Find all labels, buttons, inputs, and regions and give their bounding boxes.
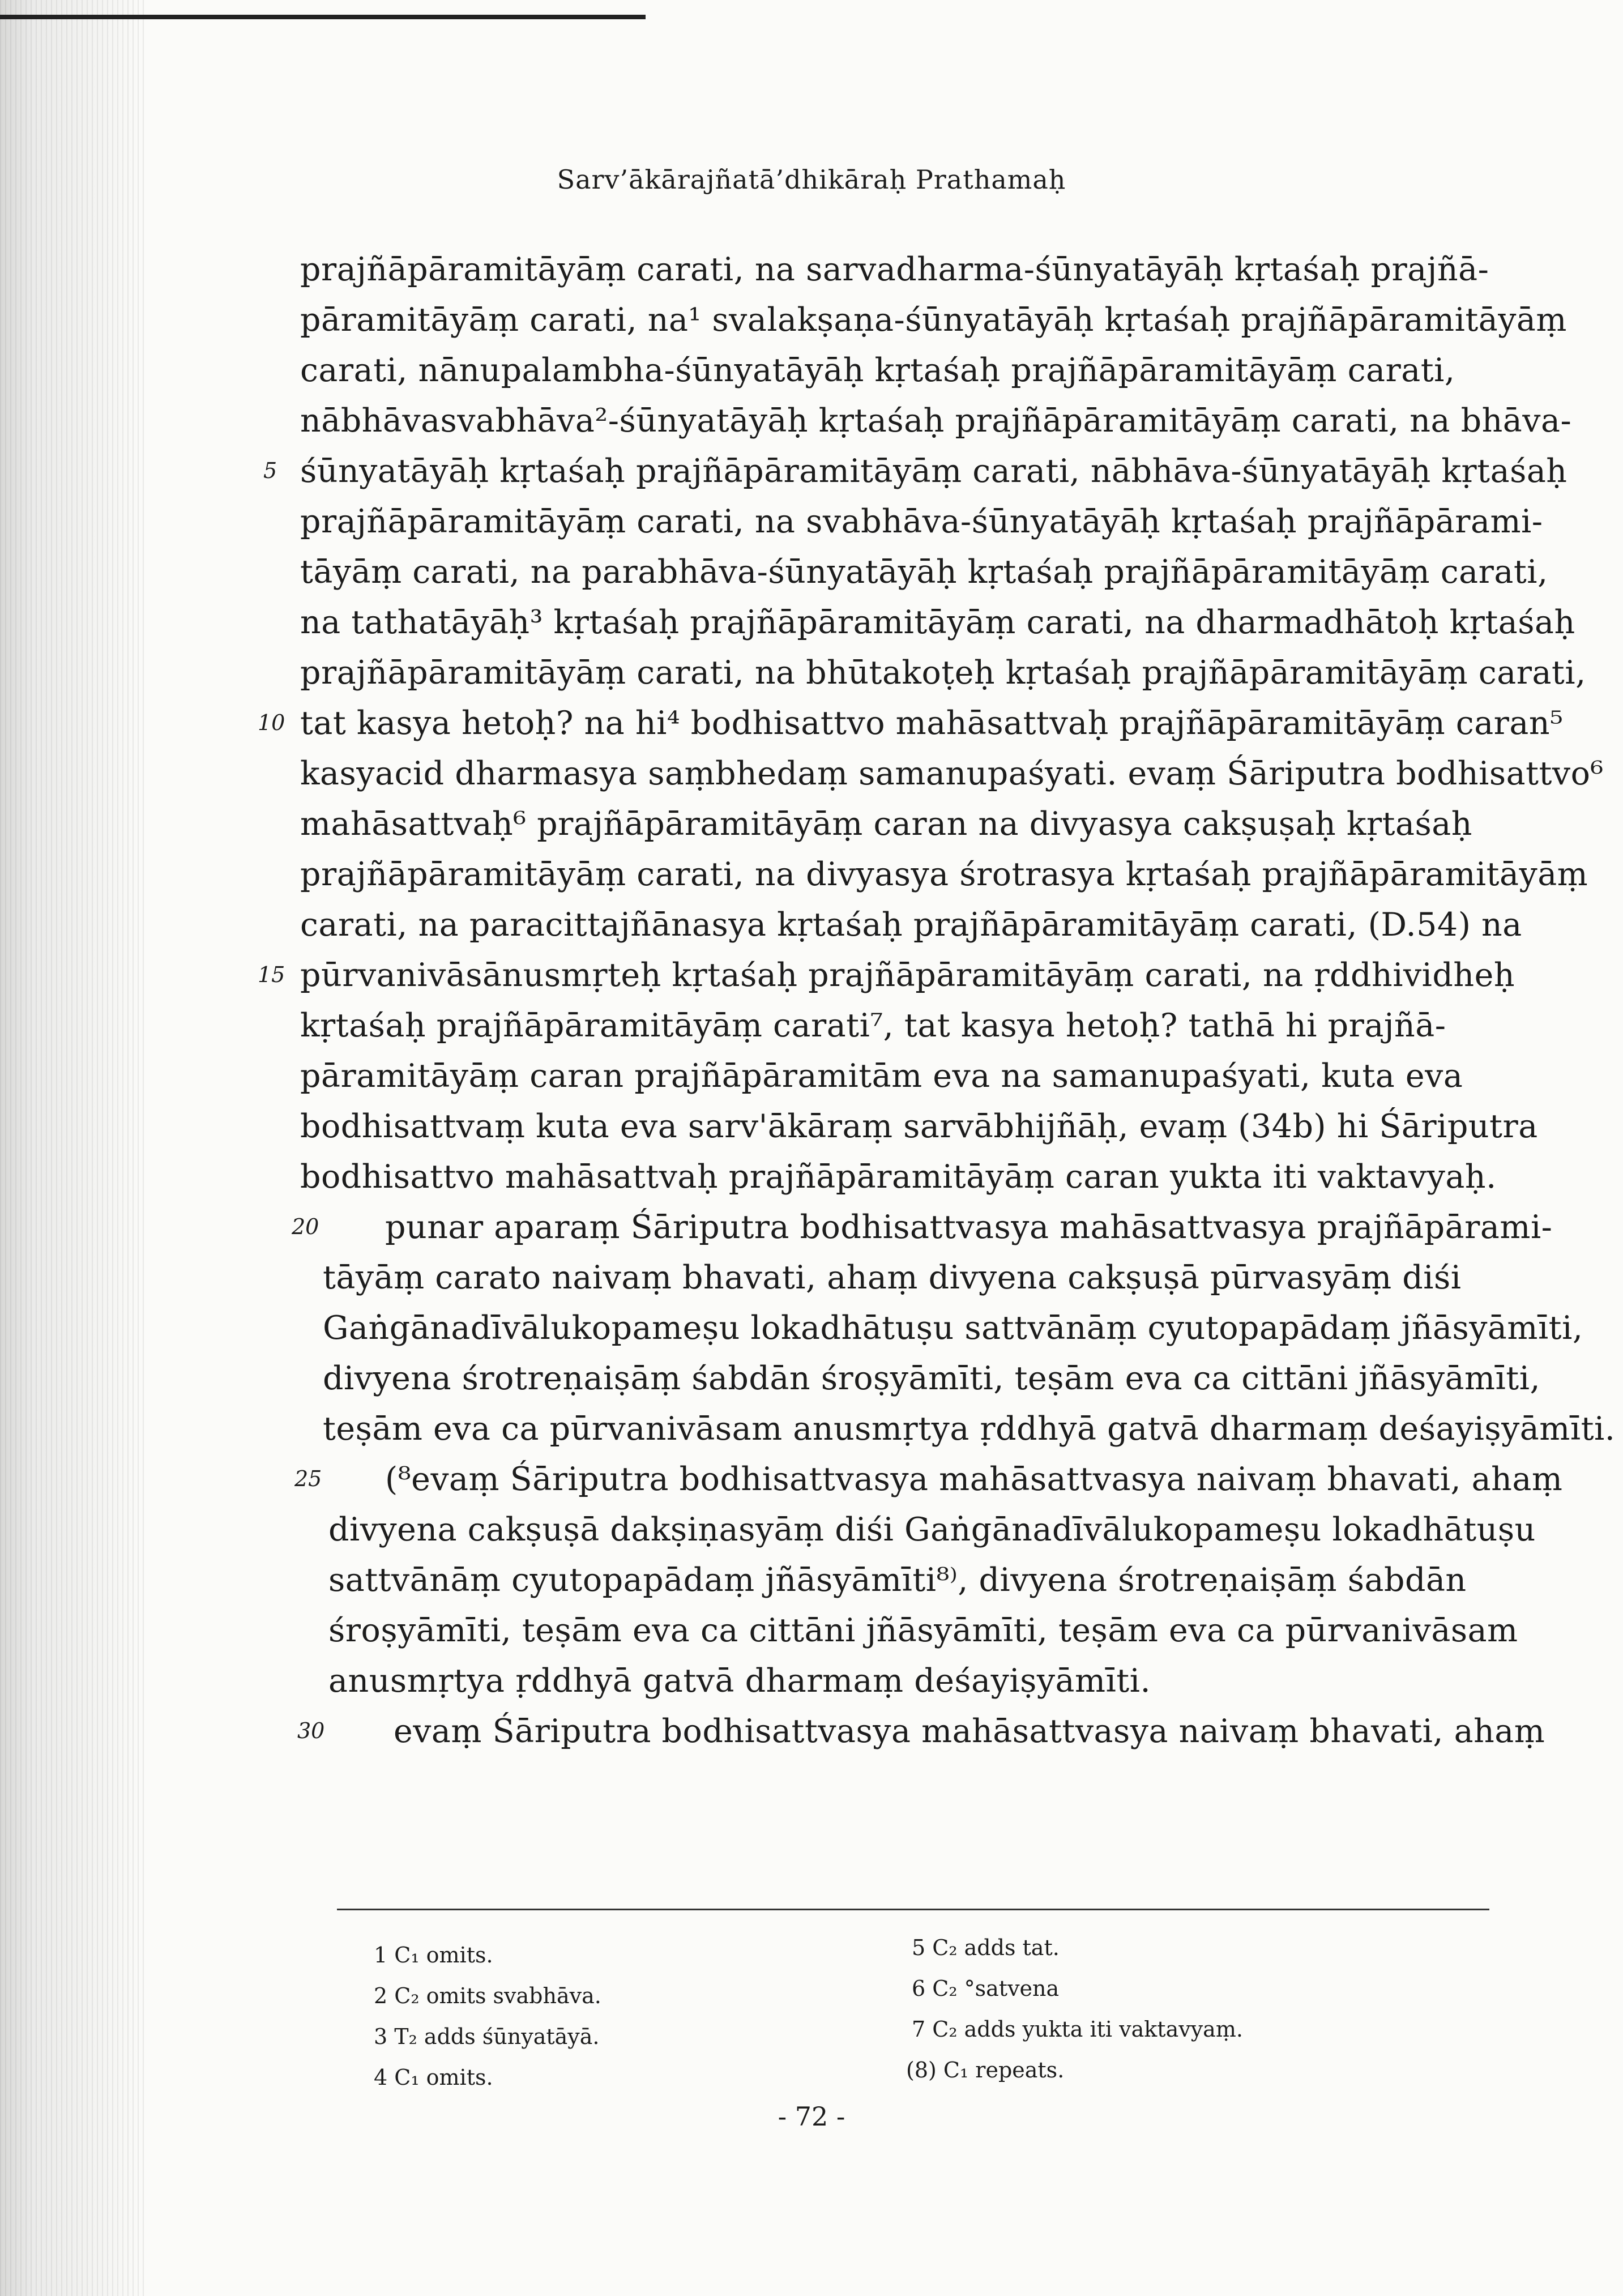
line-number: 20 <box>292 1214 319 1239</box>
text-line: bodhisattvo mahāsattvaḥ prajñāpāramitāyāṃ caran yukta iti vaktavyaḥ. <box>300 1158 1497 1196</box>
text-line: kasyacid dharmasya saṃbhedaṃ samanupaśyati. evaṃ Śāriputra bodhisattvo⁶ <box>300 755 1604 792</box>
footnote-rule <box>337 1909 1489 1910</box>
text-line: pāramitāyāṃ caran prajñāpāramitām eva na samanupaśyati, kuta eva <box>300 1057 1463 1095</box>
text-line: nābhāvasvabhāva²-śūnyatāyāḥ kṛtaśaḥ prajñāpāramitāyāṃ carati, na bhāva- <box>300 402 1572 439</box>
footnote: 2 C₂ omits svabhāva. <box>374 1983 601 2008</box>
text-line: prajñāpāramitāyāṃ carati, na bhūtakoṭeḥ kṛtaśaḥ prajñāpāramitāyāṃ carati, <box>300 654 1586 692</box>
text-line: sattvānāṃ cyutopapādaṃ jñāsyāmīti⁸⁾, divyena śrotreṇaiṣāṃ śabdān <box>328 1561 1467 1599</box>
text-line: prajñāpāramitāyāṃ carati, na sarvadharma-śūnyatāyāḥ kṛtaśaḥ prajñā- <box>300 251 1489 288</box>
footnote: 7 C₂ adds yukta iti vaktavyaṃ. <box>912 2017 1243 2042</box>
text-line: anusmṛtya ṛddhyā gatvā dharmaṃ deśayiṣyāmīti. <box>328 1662 1151 1700</box>
text-line: na tathatāyāḥ³ kṛtaśaḥ prajñāpāramitāyāṃ carati, na dharmadhātoḥ kṛtaśaḥ <box>300 604 1575 641</box>
footnote: (8) C₁ repeats. <box>906 2058 1065 2082</box>
text-line: punar aparaṃ Śāriputra bodhisattvasya mahāsattvasya prajñāpārami- <box>385 1209 1553 1246</box>
footnote: 6 C₂ °satvena <box>912 1976 1060 2001</box>
footnote: 4 C₁ omits. <box>374 2065 493 2090</box>
text-line: kṛtaśaḥ prajñāpāramitāyāṃ carati⁷, tat kasya hetoḥ? tathā hi prajñā- <box>300 1007 1446 1044</box>
text-line: carati, na paracittajñānasya kṛtaśaḥ prajñāpāramitāyāṃ carati, (D.54) na <box>300 906 1522 944</box>
text-line: bodhisattvaṃ kuta eva sarv'ākāraṃ sarvābhijñāḥ, evaṃ (34b) hi Śāriputra <box>300 1108 1538 1145</box>
line-number: 15 <box>258 962 285 987</box>
footnote: 5 C₂ adds tat. <box>912 1935 1060 1960</box>
line-number: 25 <box>294 1466 322 1491</box>
line-number: 30 <box>297 1718 325 1743</box>
text-line: tāyāṃ carato naivaṃ bhavati, ahaṃ divyena cakṣuṣā pūrvasyāṃ diśi <box>323 1259 1462 1296</box>
text-line: śūnyatāyāḥ kṛtaśaḥ prajñāpāramitāyāṃ carati, nābhāva-śūnyatāyāḥ kṛtaśaḥ <box>300 453 1568 490</box>
footnote: 3 T₂ adds śūnyatāyā. <box>374 2024 600 2049</box>
top-rule <box>0 15 646 19</box>
text-line: prajñāpāramitāyāṃ carati, na divyasya śrotrasya kṛtaśaḥ prajñāpāramitāyāṃ <box>300 856 1588 893</box>
scan-binding-edge <box>0 0 147 2296</box>
text-line: evaṃ Śāriputra bodhisattvasya mahāsattvasya naivaṃ bhavati, ahaṃ <box>394 1713 1545 1750</box>
text-line: Gaṅgānadīvālukopameṣu lokadhātuṣu sattvānāṃ cyutopapādaṃ jñāsyāmīti, <box>323 1309 1583 1347</box>
text-line: carati, nānupalambha-śūnyatāyāḥ kṛtaśaḥ prajñāpāramitāyāṃ carati, <box>300 352 1455 389</box>
text-line: mahāsattvaḥ⁶ prajñāpāramitāyāṃ caran na divyasya cakṣuṣaḥ kṛtaśaḥ <box>300 805 1472 843</box>
text-line: (⁸evaṃ Śāriputra bodhisattvasya mahāsattvasya naivaṃ bhavati, ahaṃ <box>385 1461 1563 1498</box>
text-line: prajñāpāramitāyāṃ carati, na svabhāva-śūnyatāyāḥ kṛtaśaḥ prajñāpārami- <box>300 503 1543 540</box>
line-number: 10 <box>258 710 285 735</box>
text-line: śroṣyāmīti, teṣām eva ca cittāni jñāsyāmīti, teṣām eva ca pūrvanivāsam <box>328 1612 1518 1649</box>
text-line: tat kasya hetoḥ? na hi⁴ bodhisattvo mahāsattvaḥ prajñāpāramitāyāṃ caran⁵ <box>300 705 1564 742</box>
text-line: tāyāṃ carati, na parabhāva-śūnyatāyāḥ kṛtaśaḥ prajñāpāramitāyāṃ carati, <box>300 553 1548 591</box>
page-number: - 72 - <box>778 2101 845 2132</box>
text-line: teṣām eva ca pūrvanivāsam anusmṛtya ṛddhyā gatvā dharmaṃ deśayiṣyāmīti. <box>323 1410 1616 1448</box>
text-line: divyena śrotreṇaiṣāṃ śabdān śroṣyāmīti, teṣām eva ca cittāni jñāsyāmīti, <box>323 1360 1541 1397</box>
running-head: Sarv’ākārajñatā’dhikāraḥ Prathamaḥ <box>557 164 1066 195</box>
line-number: 5 <box>263 458 277 483</box>
text-line: pāramitāyāṃ carati, na¹ svalakṣaṇa-śūnyatāyāḥ kṛtaśaḥ prajñāpāramitāyāṃ <box>300 301 1567 339</box>
text-line: pūrvanivāsānusmṛteḥ kṛtaśaḥ prajñāpāramitāyāṃ carati, na ṛddhividheḥ <box>300 957 1515 994</box>
text-line: divyena cakṣuṣā dakṣiṇasyāṃ diśi Gaṅgānadīvālukopameṣu lokadhātuṣu <box>328 1511 1536 1548</box>
footnote: 1 C₁ omits. <box>374 1943 493 1968</box>
